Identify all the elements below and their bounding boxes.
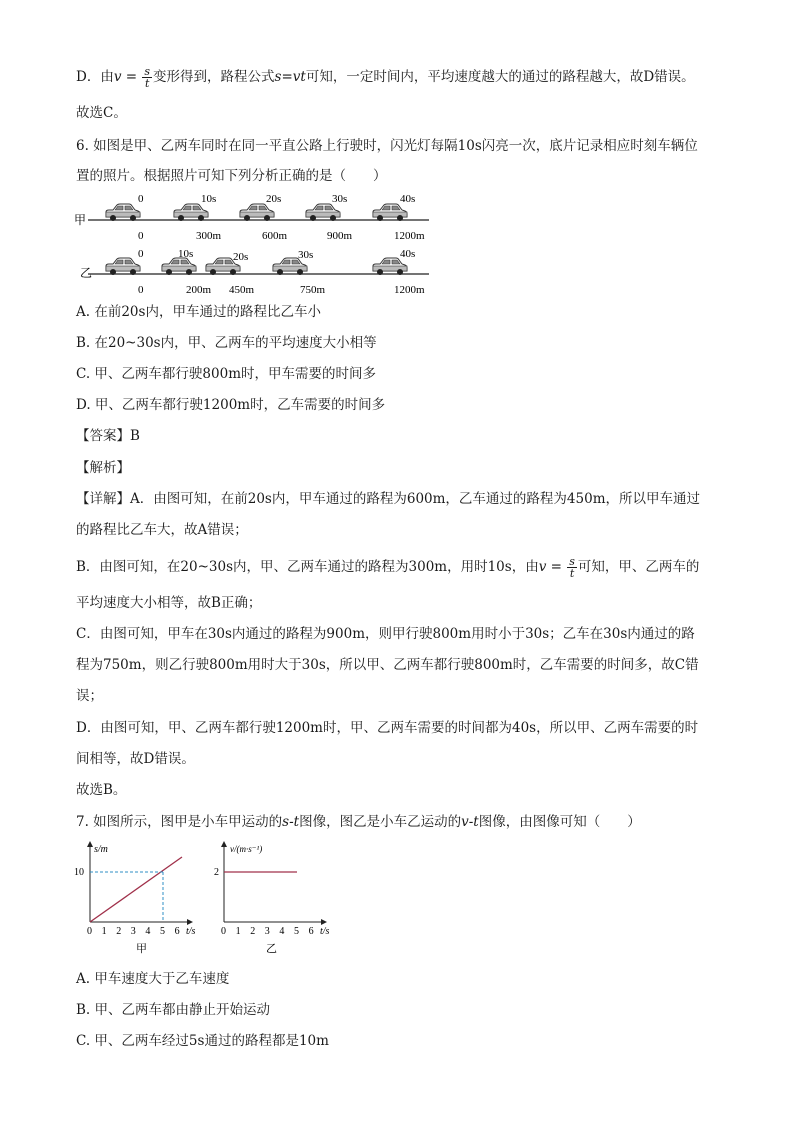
q6-yi-car-4 — [373, 258, 407, 275]
prev-fraction — [142, 66, 152, 89]
q6-jia-car-2 — [240, 204, 274, 221]
q6-jia-time: 40s — [400, 193, 416, 205]
q6-yi-car-1 — [162, 258, 196, 275]
q7-yi-ylabel: v/(m·s⁻¹) — [230, 844, 263, 854]
q6-jia-car-4 — [373, 204, 407, 221]
q6-jia-time: 20s — [266, 193, 282, 205]
q7-st-label: s-t — [282, 814, 300, 830]
q6-detail-d2: 间相等，故D错误。 — [76, 751, 195, 767]
q7-jia-caption: 甲 — [136, 943, 147, 955]
q6-option-b: B. 在20~30s内，甲、乙两车的平均速度大小相等 — [76, 335, 377, 351]
q6-jia-car-1 — [174, 204, 208, 221]
q7-yi-xtick-label: 1 — [235, 926, 241, 937]
q6-yi-car-0 — [106, 258, 140, 275]
q7-yi-xtick-label: 4 — [279, 926, 285, 937]
q6-jia-time: 0 — [138, 193, 144, 205]
q7-jia-ytick: 10 — [74, 867, 84, 878]
q7-jia-xticks — [87, 926, 180, 937]
q6-detail-a1: 【详解】A．由图可知，在前20s内，甲车通过的路程为600m，乙车通过的路程为450m，所以甲车通过 — [76, 491, 700, 507]
q7-stem-mid: 图像，图乙是小车乙运动的 — [299, 814, 462, 830]
q6-detail-b1-fraction — [567, 556, 577, 579]
q7-jia-xtick-label: 2 — [116, 926, 122, 937]
prev-option-d — [76, 66, 695, 89]
q6-detail-c1: C．由图可知，甲车在30s内通过的路程为900m，则甲行驶800m用时小于30s；乙车在30s内通过的路 — [76, 626, 695, 642]
q7-yi-xlabel: t/s — [320, 926, 330, 937]
q7-jia-xtick-label: 6 — [174, 926, 180, 937]
q7-stem-post: 图像，由图像可知（ ） — [478, 814, 641, 830]
q7-vt-label: v-t — [461, 814, 479, 830]
prev-formula: s=vt — [274, 69, 306, 85]
q6-detail-b1-v: v — [538, 559, 547, 575]
q7-option-c: C. 甲、乙两车经过5s通过的路程都是10m — [76, 1033, 329, 1049]
q7-jia-xtick-label: 0 — [87, 926, 92, 937]
q6-jia-distance: 900m — [327, 230, 353, 242]
q7-jia-series-line — [90, 857, 182, 922]
q6-yi-time: 40s — [400, 248, 416, 260]
q6-yi-time: 10s — [178, 248, 194, 260]
q6-jia-distance: 600m — [262, 230, 288, 242]
q6-car-figure — [74, 190, 434, 300]
q6-yi-distance: 200m — [186, 284, 212, 296]
q7-graph-jia — [74, 844, 196, 955]
q7-yi-xtick-label: 5 — [294, 926, 299, 937]
q6-analysis-title: 【解析】 — [76, 460, 130, 476]
prev-choose: 故选C。 — [76, 105, 127, 121]
q6-frac-num: s — [569, 555, 575, 568]
q7-yi-ytick: 2 — [214, 867, 219, 878]
q6-jia-distance: 300m — [196, 230, 222, 242]
prev-d-mid: 变形得到，路程公式 — [153, 69, 275, 85]
q6-detail-b1-post: 可知，甲、乙两车的 — [577, 559, 700, 575]
q7-jia-xtick-label: 1 — [101, 926, 107, 937]
q6-jia-distance: 1200m — [394, 230, 425, 242]
q6-detail-b2: 平均速度大小相等，故B正确； — [76, 595, 262, 611]
q7-option-b: B. 甲、乙两车都由静止开始运动 — [76, 1002, 271, 1018]
q6-yi-distance: 450m — [229, 284, 255, 296]
q6-option-c: C. 甲、乙两车都行驶800m时，甲车需要的时间多 — [76, 366, 376, 382]
q6-option-a: A. 在前20s内，甲车通过的路程比乙车小 — [76, 304, 321, 320]
q7-yi-xtick-label: 0 — [221, 926, 226, 937]
q7-yi-caption: 乙 — [266, 943, 277, 955]
prev-v-symbol: v — [113, 69, 122, 85]
q6-jia-time: 10s — [201, 193, 217, 205]
q6-yi-time: 30s — [298, 249, 314, 261]
q6-yi-distance: 1200m — [394, 284, 425, 296]
q6-yi-time: 0 — [138, 248, 144, 260]
q6-yi-time: 20s — [233, 251, 249, 263]
q7-jia-xtick-label: 4 — [145, 926, 151, 937]
q7-yi-xticks — [221, 926, 314, 937]
prev-frac-den: t — [144, 77, 150, 90]
q6-yi-distance: 0 — [138, 284, 144, 296]
q6-yi-distance: 750m — [300, 284, 326, 296]
q6-detail-b1-eq: = — [546, 559, 567, 575]
q6-row-yi-label: 乙 — [80, 266, 93, 280]
q6-detail-a2: 的路程比乙车大，故A错误； — [76, 522, 248, 538]
q7-yi-xtick-label: 6 — [308, 926, 314, 937]
q7-jia-ylabel: s/m — [94, 844, 108, 855]
q7-jia-xlabel: t/s — [186, 926, 196, 937]
q6-answer: 【答案】B — [76, 428, 140, 444]
q7-graph-yi — [214, 844, 330, 955]
q6-stem-line1: 6. 如图是甲、乙两车同时在同一平直公路上行驶时，闪光灯每隔10s闪亮一次，底片记录相应时刻车辆位 — [76, 138, 698, 154]
q6-jia-car-0 — [106, 204, 140, 221]
q7-stem — [76, 812, 641, 832]
q6-detail-c3: 误； — [76, 688, 103, 704]
q7-graphs — [70, 838, 350, 958]
q6-jia-car-3 — [306, 204, 340, 221]
q6-detail-c2: 程为750m，则乙行驶800m用时大于30s，所以甲、乙两车都行驶800m时，乙车需要的时间多，故C错 — [76, 657, 699, 673]
prev-d-rest: 可知，一定时间内，平均速度越大的通过的路程越大，故D错误。 — [305, 69, 695, 85]
q7-yi-xtick-label: 3 — [264, 926, 270, 937]
q6-row-jia-label: 甲 — [74, 213, 87, 227]
prev-eq: = — [121, 69, 142, 85]
q6-detail-b1-pre: B．由图可知，在20~30s内，甲、乙两车通过的路程为300m，用时10s，由 — [76, 559, 539, 575]
q7-jia-xtick-label: 3 — [130, 926, 136, 937]
q6-jia-time: 30s — [332, 193, 348, 205]
q6-frac-den: t — [569, 567, 575, 580]
q7-stem-pre: 7. 如图所示，图甲是小车甲运动的 — [76, 814, 283, 830]
q6-option-d: D. 甲、乙两车都行驶1200m时，乙车需要的时间多 — [76, 397, 386, 413]
q6-detail-d1: D．由图可知，甲、乙两车都行驶1200m时，甲、乙两车需要的时间都为40s，所以甲、乙两车需要的时 — [76, 720, 699, 736]
q7-yi-xtick-label: 2 — [250, 926, 256, 937]
q6-stem-line2: 置的照片。根据照片可知下列分析正确的是（ ） — [76, 168, 387, 184]
q7-jia-xtick-label: 5 — [160, 926, 165, 937]
prev-d-prefix: D．由 — [76, 69, 114, 85]
prev-frac-num: s — [144, 65, 151, 78]
q6-jia-distance: 0 — [138, 230, 144, 242]
q7-option-a: A. 甲车速度大于乙车速度 — [76, 971, 230, 987]
q6-detail-b1 — [76, 556, 699, 579]
q6-choose: 故选B。 — [76, 782, 127, 798]
